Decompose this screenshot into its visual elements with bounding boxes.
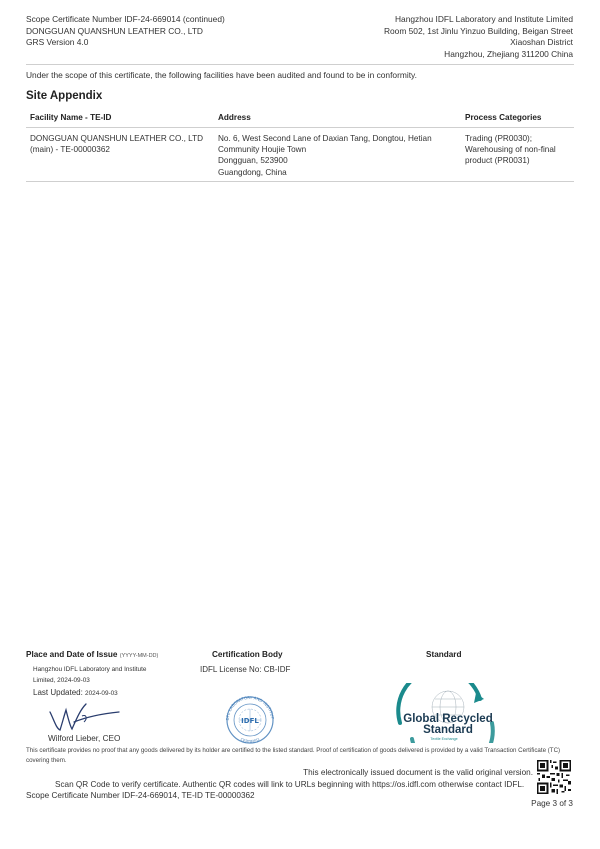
process-line-1: Trading (PR0030); [465,134,533,143]
appendix-title: Site Appendix [26,90,103,102]
idfl-seal-icon [219,696,281,744]
seal-mid-text: IDFL [241,717,259,725]
seal-bottom-text: CERTIFIED [239,736,261,744]
column-header-facility: Facility Name - TE-ID [30,113,112,122]
scope-certificate-number: Scope Certificate Number IDF-24-669014, TE-ID TE-00000362 [26,791,255,800]
scan-qr-text: Scan QR Code to verify certificate. Authentic QR codes will link to URLs beginning with https://os.idfl.com otherwise contact IDFL. [55,780,525,789]
grs-logo-icon [388,683,508,743]
last-updated-date: 2024-09-03 [85,690,118,697]
header-certificate-line: Scope Certificate Number IDF-24-669014 (continued) [26,14,225,24]
facility-name: DONGGUAN QUANSHUN LEATHER CO., LTD [30,134,204,143]
column-header-process: Process Categories [465,113,542,122]
valid-original-text: This electronically issued document is the valid original version. [303,768,533,777]
last-updated-label: Last Updated: [33,688,83,697]
process-line-3: product (PR0031) [465,156,530,166]
header-address-1: Room 502, 1st Jinlu Yinzuo Building, Beigan Street [383,25,573,36]
header-right [384,14,573,60]
table-header-divider [26,127,574,128]
address-line-3: Dongguan, 523900 [218,156,288,166]
svg-text:CERTIFIED [240,737,261,744]
address-line-4: Guangdong, China [218,167,287,177]
signer-name: Wilford Lieber, CEO [48,734,121,743]
header-version-line: GRS Version 4.0 [26,37,89,48]
issuer-line-1: Hangzhou IDFL Laboratory and Institute [33,666,147,673]
issuer-text [33,665,183,686]
header-address-2: Xiaoshan District [510,37,573,48]
place-date-heading [26,650,158,659]
seal-top-text: DFL LABORATORY AND INSTITUT [224,696,276,721]
process-line-2: Warehousing of non-final [465,145,556,155]
grs-logo-sub: Textile Exchange [430,737,458,741]
table-row-divider [26,181,574,182]
standard-heading: Standard [426,650,462,659]
disclaimer-text: This certificate provides no proof that any goods delivered by its holder are certified to the listed standard. Proof of certification of goods delivered is provided by a valid Transaction Certificate (TC) covering them. [26,747,561,765]
address-cell [218,133,462,178]
last-updated [33,688,118,697]
signature-image [44,700,124,734]
header-left [26,14,225,49]
intro-text: Under the scope of this certificate, the following facilities have been audited and found to be in conformity. [26,70,417,80]
header-address-3: Hangzhou, Zhejiang 311200 China [444,48,573,59]
header-body-name: Hangzhou IDFL Laboratory and Institute Limited [395,14,573,24]
process-cell [465,133,575,167]
header-divider [26,64,574,65]
grs-logo-line1: Global Recycled [403,713,493,725]
qr-code-icon[interactable] [537,760,571,794]
issuer-line-2: Limited, 2024-09-03 [33,676,90,684]
page-number: Page 3 of 3 [531,799,573,808]
grs-logo-line2: Standard [423,724,473,736]
license-number: IDFL License No: CB-IDF [200,665,291,674]
cert-body-heading: Certification Body [212,650,283,659]
facility-cell [30,133,216,155]
facility-teid: (main) - TE-00000362 [30,145,110,155]
place-date-format: (YYYY-MM-DD) [119,653,159,659]
column-header-address: Address [218,113,251,122]
header-company-line: DONGGUAN QUANSHUN LEATHER CO., LTD [26,25,203,36]
address-line-2: Community Houjie Town [218,145,307,155]
place-date-title: Place and Date of Issue [26,650,118,659]
address-line-1: No. 6, West Second Lane of Daxian Tang, Dongtou, Hetian [218,134,432,143]
